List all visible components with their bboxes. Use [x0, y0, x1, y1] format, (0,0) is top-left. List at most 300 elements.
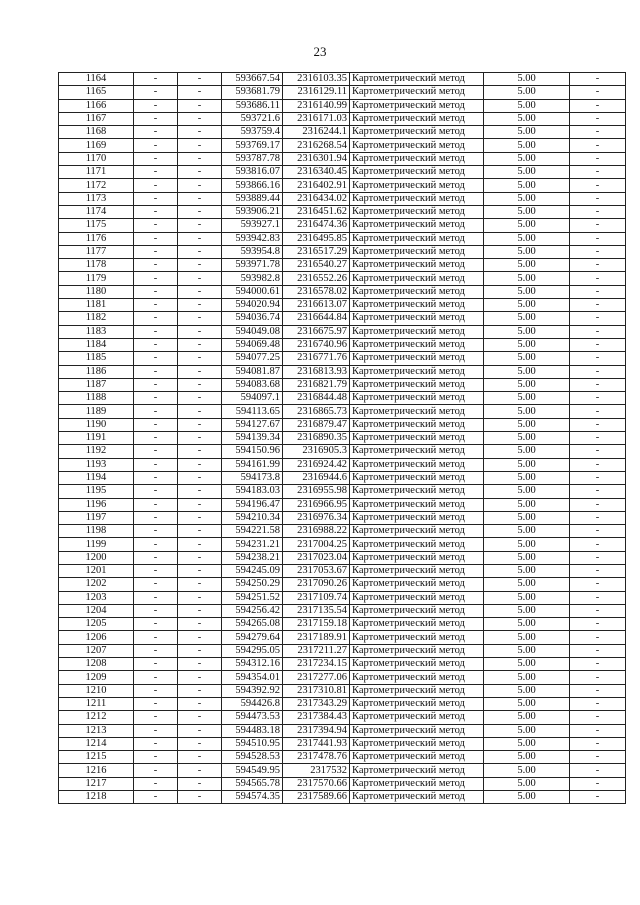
point-number-cell: 1188 [59, 392, 134, 405]
precision-cell: 5.00 [484, 724, 570, 737]
x-coordinate-cell: 594221.58 [222, 525, 283, 538]
point-number-cell: 1196 [59, 498, 134, 511]
precision-cell: 5.00 [484, 392, 570, 405]
method-cell: Картометрический метод [350, 684, 484, 697]
y-coordinate-cell: 2317004.25 [283, 538, 350, 551]
empty-cell-a: - [134, 392, 178, 405]
table-row [59, 166, 626, 179]
precision-cell: 5.00 [484, 471, 570, 484]
point-number-cell: 1189 [59, 405, 134, 418]
precision-cell: 5.00 [484, 525, 570, 538]
point-number-cell: 1176 [59, 232, 134, 245]
empty-cell-a: - [134, 445, 178, 458]
empty-cell-a: - [134, 312, 178, 325]
empty-cell-a: - [134, 325, 178, 338]
point-number-cell: 1194 [59, 471, 134, 484]
y-coordinate-cell: 2316402.91 [283, 179, 350, 192]
x-coordinate-cell: 594127.67 [222, 418, 283, 431]
point-number-cell: 1203 [59, 591, 134, 604]
method-cell: Картометрический метод [350, 99, 484, 112]
empty-cell-c: - [570, 445, 626, 458]
empty-cell-c: - [570, 325, 626, 338]
method-cell: Картометрический метод [350, 418, 484, 431]
point-number-cell: 1172 [59, 179, 134, 192]
x-coordinate-cell: 594256.42 [222, 604, 283, 617]
empty-cell-b: - [178, 724, 222, 737]
point-number-cell: 1208 [59, 658, 134, 671]
x-coordinate-cell: 594565.78 [222, 777, 283, 790]
empty-cell-c: - [570, 591, 626, 604]
empty-cell-c: - [570, 99, 626, 112]
x-coordinate-cell: 594210.34 [222, 511, 283, 524]
table-row [59, 405, 626, 418]
x-coordinate-cell: 594574.35 [222, 791, 283, 804]
y-coordinate-cell: 2316517.29 [283, 245, 350, 258]
x-coordinate-cell: 594392.92 [222, 684, 283, 697]
precision-cell: 5.00 [484, 378, 570, 391]
empty-cell-b: - [178, 791, 222, 804]
y-coordinate-cell: 2317234.15 [283, 658, 350, 671]
empty-cell-c: - [570, 179, 626, 192]
precision-cell: 5.00 [484, 232, 570, 245]
x-coordinate-cell: 594097.1 [222, 392, 283, 405]
empty-cell-b: - [178, 365, 222, 378]
empty-cell-c: - [570, 205, 626, 218]
empty-cell-b: - [178, 232, 222, 245]
empty-cell-c: - [570, 458, 626, 471]
method-cell: Картометрический метод [350, 591, 484, 604]
point-number-cell: 1204 [59, 604, 134, 617]
method-cell: Картометрический метод [350, 578, 484, 591]
method-cell: Картометрический метод [350, 73, 484, 86]
empty-cell-b: - [178, 511, 222, 524]
empty-cell-c: - [570, 498, 626, 511]
table-row [59, 378, 626, 391]
empty-cell-c: - [570, 764, 626, 777]
x-coordinate-cell: 594473.53 [222, 711, 283, 724]
point-number-cell: 1180 [59, 285, 134, 298]
precision-cell: 5.00 [484, 86, 570, 99]
x-coordinate-cell: 593759.4 [222, 126, 283, 139]
precision-cell: 5.00 [484, 578, 570, 591]
precision-cell: 5.00 [484, 631, 570, 644]
point-number-cell: 1199 [59, 538, 134, 551]
precision-cell: 5.00 [484, 192, 570, 205]
y-coordinate-cell: 2316451.62 [283, 205, 350, 218]
method-cell: Картометрический метод [350, 378, 484, 391]
x-coordinate-cell: 593686.11 [222, 99, 283, 112]
empty-cell-b: - [178, 312, 222, 325]
point-number-cell: 1193 [59, 458, 134, 471]
empty-cell-b: - [178, 405, 222, 418]
empty-cell-a: - [134, 578, 178, 591]
empty-cell-a: - [134, 751, 178, 764]
table-row [59, 179, 626, 192]
y-coordinate-cell: 2316434.02 [283, 192, 350, 205]
table-row [59, 432, 626, 445]
y-coordinate-cell: 2317310.81 [283, 684, 350, 697]
empty-cell-a: - [134, 365, 178, 378]
empty-cell-c: - [570, 485, 626, 498]
y-coordinate-cell: 2316905.3 [283, 445, 350, 458]
method-cell: Картометрический метод [350, 697, 484, 710]
empty-cell-b: - [178, 219, 222, 232]
point-number-cell: 1202 [59, 578, 134, 591]
point-number-cell: 1178 [59, 259, 134, 272]
x-coordinate-cell: 594250.29 [222, 578, 283, 591]
table-row [59, 86, 626, 99]
method-cell: Картометрический метод [350, 312, 484, 325]
table-row [59, 777, 626, 790]
y-coordinate-cell: 2317159.18 [283, 618, 350, 631]
precision-cell: 5.00 [484, 219, 570, 232]
empty-cell-a: - [134, 591, 178, 604]
method-cell: Картометрический метод [350, 671, 484, 684]
empty-cell-b: - [178, 697, 222, 710]
point-number-cell: 1179 [59, 272, 134, 285]
empty-cell-a: - [134, 684, 178, 697]
y-coordinate-cell: 2316171.03 [283, 112, 350, 125]
empty-cell-a: - [134, 352, 178, 365]
point-number-cell: 1169 [59, 139, 134, 152]
point-number-cell: 1206 [59, 631, 134, 644]
x-coordinate-cell: 594077.25 [222, 352, 283, 365]
method-cell: Картометрический метод [350, 751, 484, 764]
method-cell: Картометрический метод [350, 777, 484, 790]
x-coordinate-cell: 594183.03 [222, 485, 283, 498]
y-coordinate-cell: 2316613.07 [283, 299, 350, 312]
x-coordinate-cell: 593971.78 [222, 259, 283, 272]
empty-cell-a: - [134, 152, 178, 165]
y-coordinate-cell: 2317478.76 [283, 751, 350, 764]
point-number-cell: 1209 [59, 671, 134, 684]
point-number-cell: 1192 [59, 445, 134, 458]
empty-cell-b: - [178, 764, 222, 777]
x-coordinate-cell: 594295.05 [222, 644, 283, 657]
method-cell: Картометрический метод [350, 432, 484, 445]
empty-cell-b: - [178, 352, 222, 365]
x-coordinate-cell: 594161.99 [222, 458, 283, 471]
empty-cell-b: - [178, 578, 222, 591]
x-coordinate-cell: 594081.87 [222, 365, 283, 378]
empty-cell-a: - [134, 405, 178, 418]
method-cell: Картометрический метод [350, 724, 484, 737]
y-coordinate-cell: 2316552.26 [283, 272, 350, 285]
empty-cell-b: - [178, 658, 222, 671]
precision-cell: 5.00 [484, 365, 570, 378]
empty-cell-c: - [570, 631, 626, 644]
x-coordinate-cell: 594036.74 [222, 312, 283, 325]
x-coordinate-cell: 593982.8 [222, 272, 283, 285]
y-coordinate-cell: 2317189.91 [283, 631, 350, 644]
empty-cell-b: - [178, 711, 222, 724]
x-coordinate-cell: 593769.17 [222, 139, 283, 152]
empty-cell-c: - [570, 152, 626, 165]
method-cell: Картометрический метод [350, 485, 484, 498]
empty-cell-b: - [178, 618, 222, 631]
method-cell: Картометрический метод [350, 352, 484, 365]
empty-cell-c: - [570, 73, 626, 86]
table-row [59, 578, 626, 591]
empty-cell-b: - [178, 152, 222, 165]
x-coordinate-cell: 594139.34 [222, 432, 283, 445]
empty-cell-c: - [570, 671, 626, 684]
x-coordinate-cell: 594312.16 [222, 658, 283, 671]
empty-cell-a: - [134, 299, 178, 312]
y-coordinate-cell: 2316955.98 [283, 485, 350, 498]
empty-cell-b: - [178, 378, 222, 391]
method-cell: Картометрический метод [350, 498, 484, 511]
empty-cell-b: - [178, 112, 222, 125]
empty-cell-a: - [134, 791, 178, 804]
empty-cell-b: - [178, 525, 222, 538]
table-row [59, 392, 626, 405]
empty-cell-b: - [178, 471, 222, 484]
table-row [59, 751, 626, 764]
method-cell: Картометрический метод [350, 445, 484, 458]
method-cell: Картометрический метод [350, 325, 484, 338]
empty-cell-a: - [134, 737, 178, 750]
table-row [59, 498, 626, 511]
table-row [59, 285, 626, 298]
empty-cell-b: - [178, 259, 222, 272]
precision-cell: 5.00 [484, 604, 570, 617]
y-coordinate-cell: 2316976.34 [283, 511, 350, 524]
y-coordinate-cell: 2317023.04 [283, 551, 350, 564]
method-cell: Картометрический метод [350, 86, 484, 99]
precision-cell: 5.00 [484, 179, 570, 192]
y-coordinate-cell: 2317394.94 [283, 724, 350, 737]
precision-cell: 5.00 [484, 591, 570, 604]
method-cell: Картометрический метод [350, 139, 484, 152]
empty-cell-c: - [570, 658, 626, 671]
y-coordinate-cell: 2316771.76 [283, 352, 350, 365]
point-number-cell: 1217 [59, 777, 134, 790]
point-number-cell: 1216 [59, 764, 134, 777]
empty-cell-b: - [178, 139, 222, 152]
method-cell: Картометрический метод [350, 205, 484, 218]
empty-cell-a: - [134, 471, 178, 484]
empty-cell-a: - [134, 166, 178, 179]
empty-cell-b: - [178, 751, 222, 764]
empty-cell-b: - [178, 338, 222, 351]
point-number-cell: 1190 [59, 418, 134, 431]
precision-cell: 5.00 [484, 166, 570, 179]
empty-cell-c: - [570, 272, 626, 285]
empty-cell-c: - [570, 511, 626, 524]
empty-cell-b: - [178, 591, 222, 604]
y-coordinate-cell: 2316140.99 [283, 99, 350, 112]
empty-cell-a: - [134, 458, 178, 471]
empty-cell-b: - [178, 684, 222, 697]
x-coordinate-cell: 594265.08 [222, 618, 283, 631]
table-row [59, 711, 626, 724]
empty-cell-c: - [570, 618, 626, 631]
empty-cell-b: - [178, 166, 222, 179]
empty-cell-a: - [134, 724, 178, 737]
table-row [59, 205, 626, 218]
method-cell: Картометрический метод [350, 631, 484, 644]
page-number: 23 [313, 44, 327, 59]
precision-cell: 5.00 [484, 405, 570, 418]
method-cell: Картометрический метод [350, 618, 484, 631]
empty-cell-b: - [178, 192, 222, 205]
empty-cell-b: - [178, 604, 222, 617]
y-coordinate-cell: 2316675.97 [283, 325, 350, 338]
table-row [59, 791, 626, 804]
precision-cell: 5.00 [484, 684, 570, 697]
empty-cell-c: - [570, 777, 626, 790]
precision-cell: 5.00 [484, 418, 570, 431]
table-row [59, 245, 626, 258]
method-cell: Картометрический метод [350, 338, 484, 351]
empty-cell-b: - [178, 285, 222, 298]
empty-cell-a: - [134, 338, 178, 351]
x-coordinate-cell: 593816.07 [222, 166, 283, 179]
point-number-cell: 1174 [59, 205, 134, 218]
empty-cell-b: - [178, 485, 222, 498]
precision-cell: 5.00 [484, 338, 570, 351]
empty-cell-a: - [134, 498, 178, 511]
method-cell: Картометрический метод [350, 192, 484, 205]
table-row [59, 538, 626, 551]
empty-cell-b: - [178, 432, 222, 445]
empty-cell-b: - [178, 99, 222, 112]
method-cell: Картометрический метод [350, 737, 484, 750]
empty-cell-c: - [570, 791, 626, 804]
method-cell: Картометрический метод [350, 764, 484, 777]
empty-cell-c: - [570, 232, 626, 245]
empty-cell-a: - [134, 697, 178, 710]
precision-cell: 5.00 [484, 259, 570, 272]
empty-cell-c: - [570, 86, 626, 99]
empty-cell-c: - [570, 724, 626, 737]
table-row [59, 112, 626, 125]
y-coordinate-cell: 2317053.67 [283, 564, 350, 577]
precision-cell: 5.00 [484, 498, 570, 511]
empty-cell-a: - [134, 272, 178, 285]
empty-cell-c: - [570, 604, 626, 617]
point-number-cell: 1214 [59, 737, 134, 750]
point-number-cell: 1215 [59, 751, 134, 764]
y-coordinate-cell: 2317570.66 [283, 777, 350, 790]
x-coordinate-cell: 594549.95 [222, 764, 283, 777]
empty-cell-c: - [570, 551, 626, 564]
y-coordinate-cell: 2316988.22 [283, 525, 350, 538]
empty-cell-a: - [134, 604, 178, 617]
point-number-cell: 1184 [59, 338, 134, 351]
empty-cell-a: - [134, 671, 178, 684]
empty-cell-a: - [134, 126, 178, 139]
table-row [59, 697, 626, 710]
method-cell: Картометрический метод [350, 232, 484, 245]
empty-cell-c: - [570, 418, 626, 431]
point-number-cell: 1201 [59, 564, 134, 577]
empty-cell-c: - [570, 578, 626, 591]
table-row [59, 219, 626, 232]
precision-cell: 5.00 [484, 644, 570, 657]
y-coordinate-cell: 2317211.27 [283, 644, 350, 657]
x-coordinate-cell: 594231.21 [222, 538, 283, 551]
empty-cell-c: - [570, 126, 626, 139]
point-number-cell: 1197 [59, 511, 134, 524]
empty-cell-c: - [570, 525, 626, 538]
table-row [59, 485, 626, 498]
x-coordinate-cell: 594113.65 [222, 405, 283, 418]
y-coordinate-cell: 2316301.94 [283, 152, 350, 165]
y-coordinate-cell: 2316578.02 [283, 285, 350, 298]
y-coordinate-cell: 2316966.95 [283, 498, 350, 511]
empty-cell-c: - [570, 192, 626, 205]
x-coordinate-cell: 594528.53 [222, 751, 283, 764]
y-coordinate-cell: 2317090.26 [283, 578, 350, 591]
point-number-cell: 1200 [59, 551, 134, 564]
empty-cell-a: - [134, 99, 178, 112]
x-coordinate-cell: 593927.1 [222, 219, 283, 232]
y-coordinate-cell: 2316103.35 [283, 73, 350, 86]
empty-cell-c: - [570, 751, 626, 764]
precision-cell: 5.00 [484, 791, 570, 804]
method-cell: Картометрический метод [350, 551, 484, 564]
point-number-cell: 1175 [59, 219, 134, 232]
method-cell: Картометрический метод [350, 179, 484, 192]
empty-cell-b: - [178, 538, 222, 551]
precision-cell: 5.00 [484, 99, 570, 112]
empty-cell-a: - [134, 764, 178, 777]
x-coordinate-cell: 594069.48 [222, 338, 283, 351]
table-row [59, 126, 626, 139]
empty-cell-a: - [134, 73, 178, 86]
empty-cell-b: - [178, 551, 222, 564]
y-coordinate-cell: 2317277.06 [283, 671, 350, 684]
precision-cell: 5.00 [484, 751, 570, 764]
x-coordinate-cell: 594049.08 [222, 325, 283, 338]
point-number-cell: 1165 [59, 86, 134, 99]
y-coordinate-cell: 2316268.54 [283, 139, 350, 152]
y-coordinate-cell: 2317343.29 [283, 697, 350, 710]
table-row [59, 325, 626, 338]
empty-cell-b: - [178, 299, 222, 312]
table-row [59, 139, 626, 152]
point-number-cell: 1207 [59, 644, 134, 657]
empty-cell-c: - [570, 378, 626, 391]
precision-cell: 5.00 [484, 272, 570, 285]
x-coordinate-cell: 593681.79 [222, 86, 283, 99]
table-row [59, 684, 626, 697]
empty-cell-a: - [134, 418, 178, 431]
precision-cell: 5.00 [484, 299, 570, 312]
empty-cell-a: - [134, 179, 178, 192]
table-row [59, 232, 626, 245]
empty-cell-a: - [134, 777, 178, 790]
empty-cell-a: - [134, 112, 178, 125]
empty-cell-c: - [570, 245, 626, 258]
y-coordinate-cell: 2316924.42 [283, 458, 350, 471]
table-row [59, 511, 626, 524]
x-coordinate-cell: 593906.21 [222, 205, 283, 218]
point-number-cell: 1213 [59, 724, 134, 737]
y-coordinate-cell: 2316879.47 [283, 418, 350, 431]
table-row [59, 365, 626, 378]
precision-cell: 5.00 [484, 485, 570, 498]
y-coordinate-cell: 2317135.54 [283, 604, 350, 617]
x-coordinate-cell: 594279.64 [222, 631, 283, 644]
x-coordinate-cell: 594238.21 [222, 551, 283, 564]
precision-cell: 5.00 [484, 511, 570, 524]
empty-cell-b: - [178, 392, 222, 405]
method-cell: Картометрический метод [350, 112, 484, 125]
point-number-cell: 1198 [59, 525, 134, 538]
